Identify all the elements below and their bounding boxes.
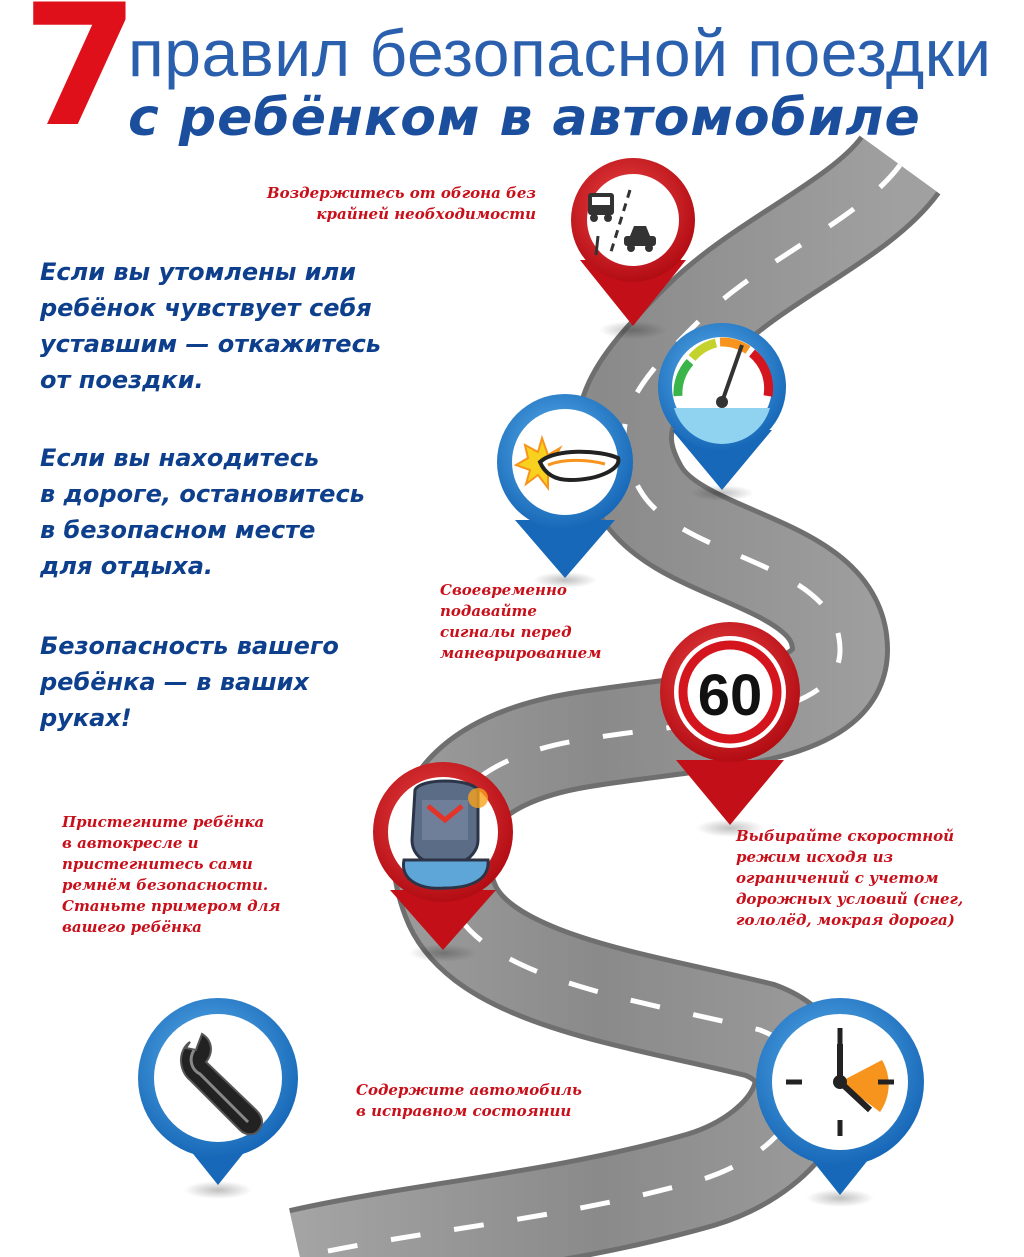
safety-paragraph: Безопасность вашего ребёнка — в ваших руках! <box>40 632 339 732</box>
title-line-2: с ребёнком в автомобиле <box>128 88 921 148</box>
rule-speed: Выбирайте скоростной режим исходя из ограничений с учетом дорожных условий (снег, гололёд, мокрая дорога) <box>736 827 964 929</box>
pin-wrench <box>138 998 298 1199</box>
fatigue-paragraph: Если вы утомлены или ребёнок чувствует себя уставшим — откажитесь от поездки. <box>40 258 381 394</box>
title-number: 7 <box>22 0 133 164</box>
speed-limit-value: 60 <box>697 663 763 728</box>
rule-maintenance: Содержите автомобиль в исправном состоянии <box>356 1081 582 1120</box>
pin-speed-limit <box>660 622 800 837</box>
rest-paragraph: Если вы находитесь в дороге, остановитесь в безопасном месте для отдыха. <box>40 444 365 580</box>
child-car-seat-icon <box>403 781 488 888</box>
pin-headlight <box>497 394 633 588</box>
rule-overtaking: Воздержитесь от обгона без крайней необходимости <box>266 184 536 223</box>
title-line-1: правил безопасной поездки <box>128 16 992 90</box>
rule-seatbelt: Пристегните ребёнка в автокресле и пристегнитесь сами ремнём безопасности. Станьте примером для вашего ребёнка <box>62 813 281 936</box>
rule-signals: Своевременно подавайте сигналы перед маневрированием <box>440 581 602 662</box>
